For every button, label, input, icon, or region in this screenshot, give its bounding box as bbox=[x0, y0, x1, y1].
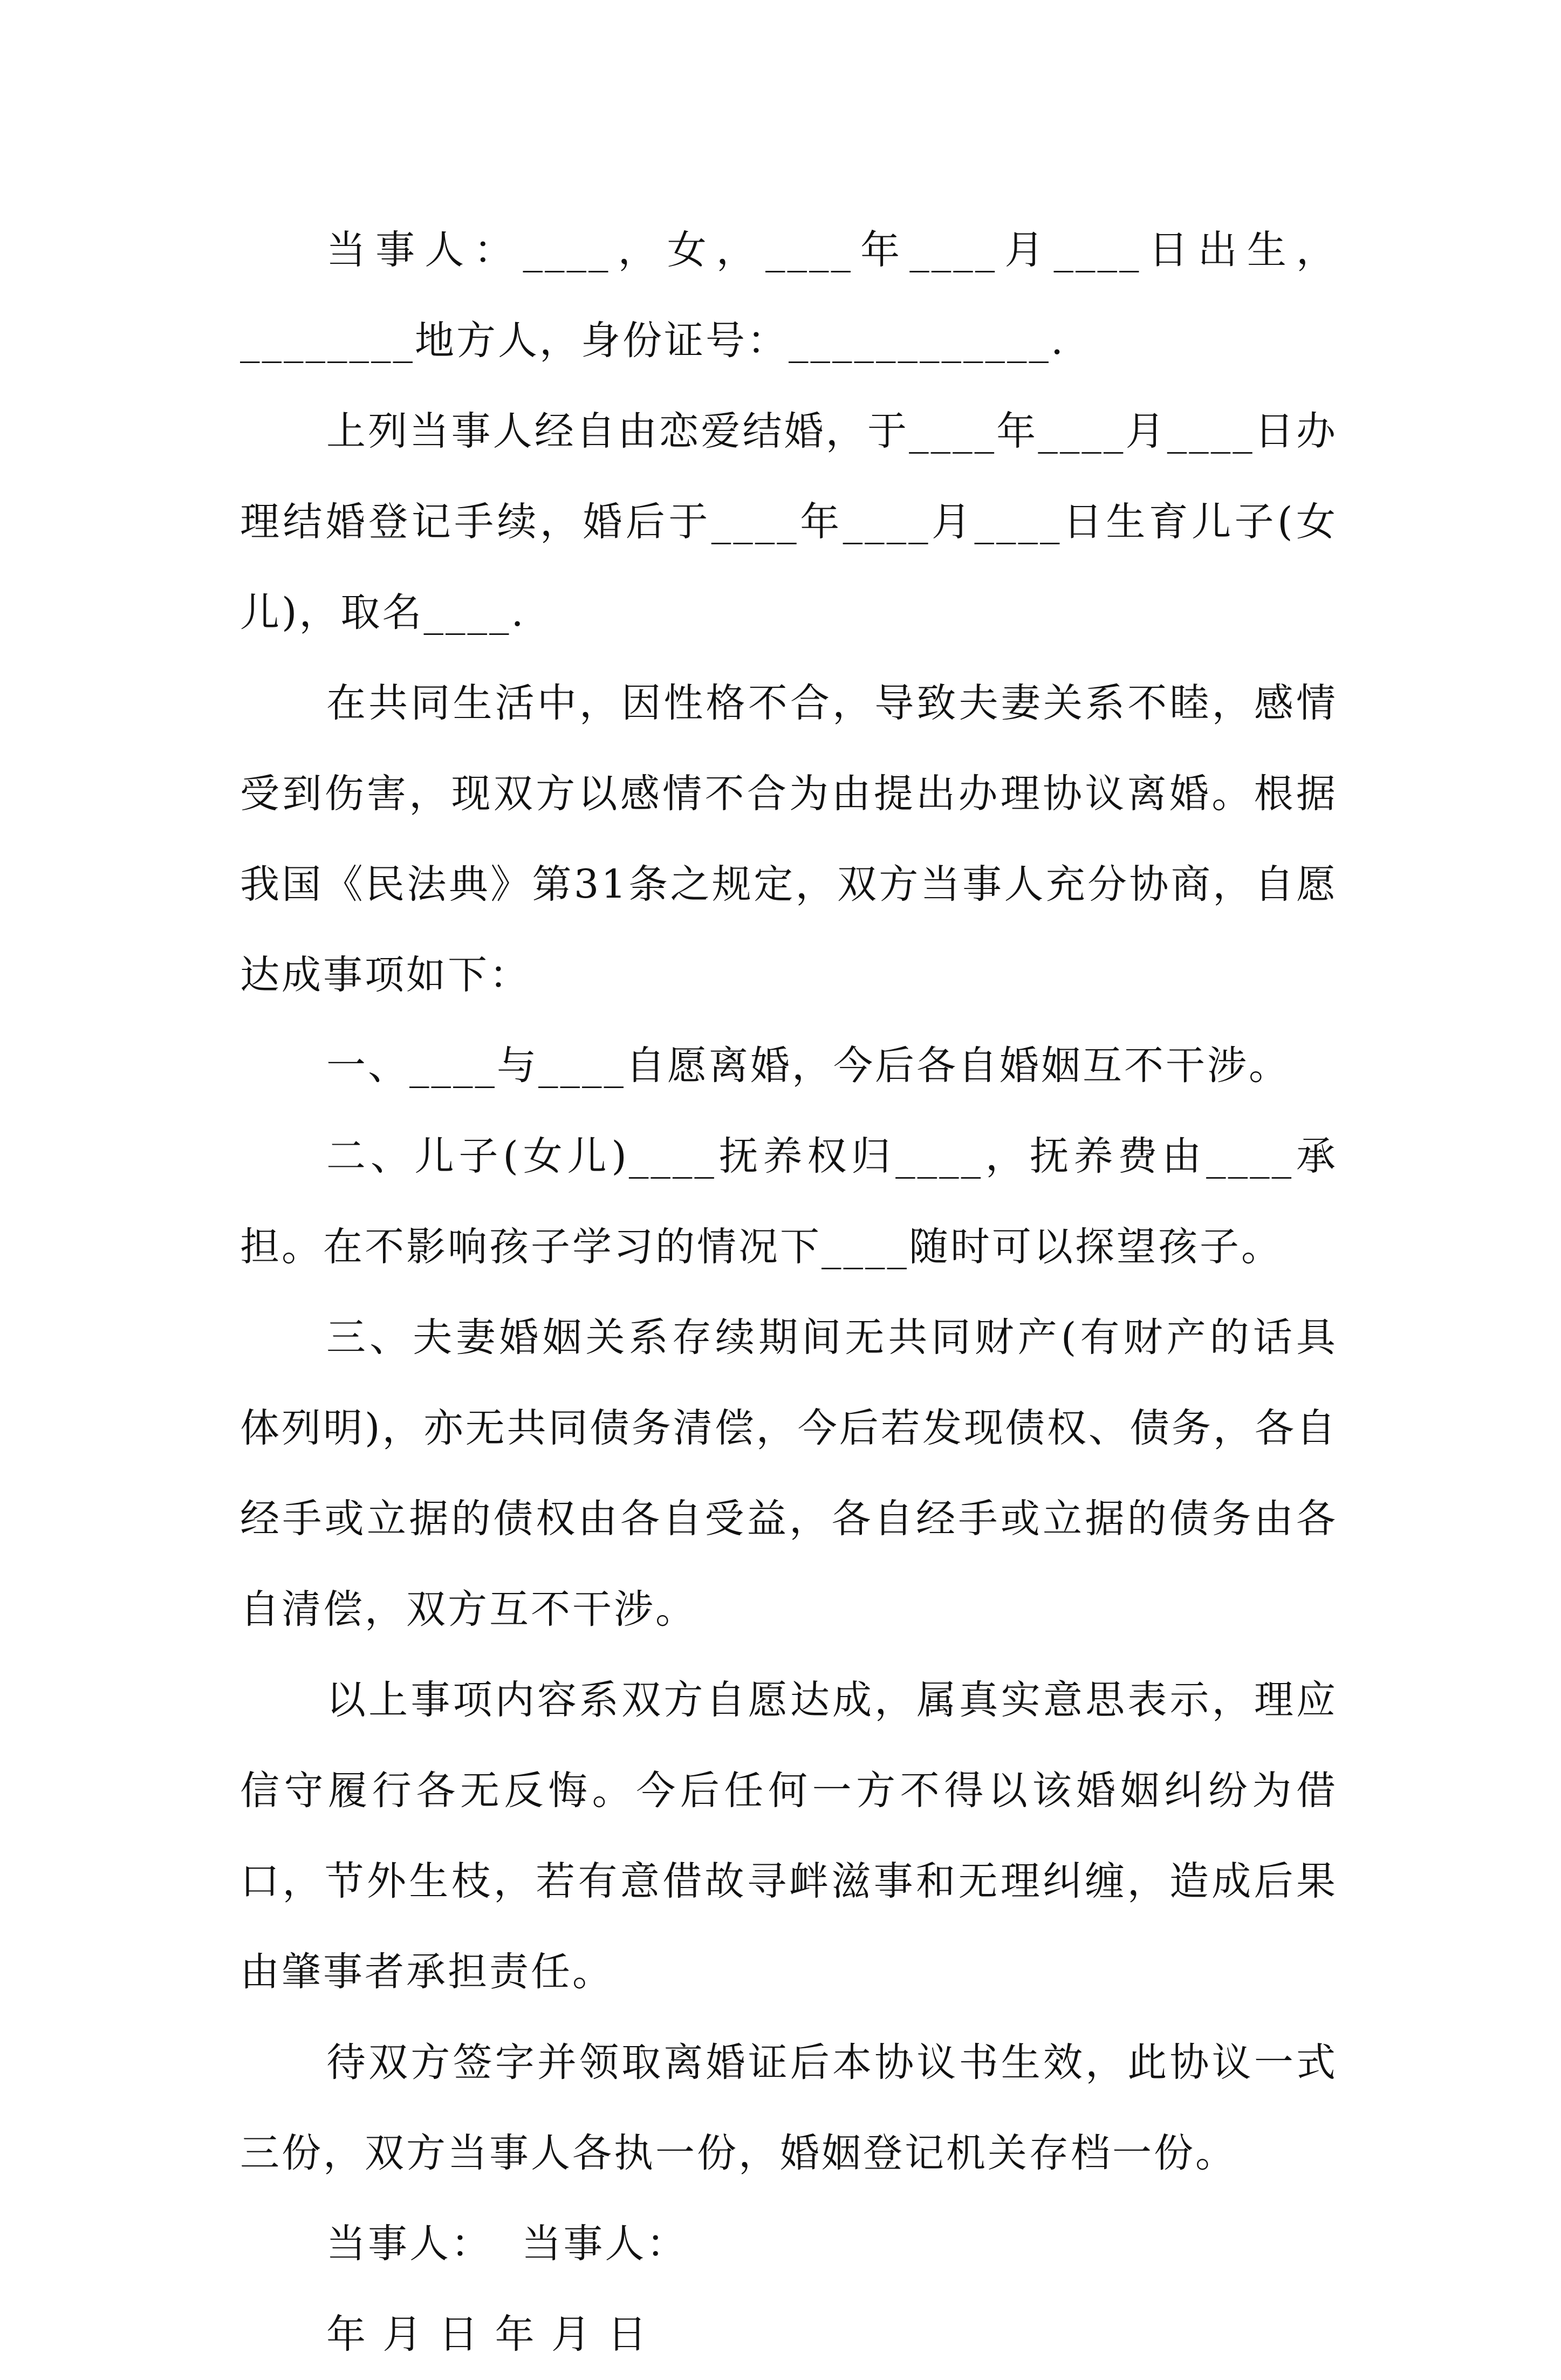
clause-3: 三、夫妻婚姻关系存续期间无共同财产(有财产的话具体列明)，亦无共同债务清偿，今后若发现债权、债务，各自经手或立据的债权由各自受益，各自经手或立据的债务由各自清偿，双方互不干涉。 bbox=[240, 1315, 1338, 1632]
date-line: 年 月 日 年 月 日 bbox=[326, 2311, 649, 2357]
clause-2: 二、儿子(女儿)____抚养权归____，抚养费由____承担。在不影响孩子学习的情况下____随时可以探望孩子。 bbox=[240, 1133, 1338, 1270]
signature-line: 当事人： 当事人： bbox=[326, 2221, 688, 2267]
agreement-body bbox=[240, 205, 1338, 2380]
party-info-paragraph: 当事人：____，女，____年____月____日出生，________地方人，身份证号：____________. bbox=[240, 227, 1338, 364]
marriage-info-paragraph: 上列当事人经自由恋爱结婚，于____年____月____日办理结婚登记手续，婚后于____年____月____日生育儿子(女儿)，取名____. bbox=[240, 408, 1338, 635]
divorce-reason-paragraph: 在共同生活中，因性格不合，导致夫妻关系不睦，感情受到伤害，现双方以感情不合为由提出办理协议离婚。根据我国《民法典》第31条之规定，双方当事人充分协商，自愿达成事项如下： bbox=[240, 680, 1338, 998]
effectiveness-paragraph: 待双方签字并领取离婚证后本协议书生效，此协议一式三份，双方当事人各执一份，婚姻登记机关存档一份。 bbox=[240, 2040, 1338, 2176]
clause-1: 一、____与____自愿离婚，今后各自婚姻互不干涉。 bbox=[326, 1043, 1290, 1089]
commitment-paragraph: 以上事项内容系双方自愿达成，属真实意思表示，理应信守履行各无反悔。今后任何一方不得以该婚姻纠纷为借口，节外生枝，若有意借故寻衅滋事和无理纠缠，造成后果由肇事者承担责任。 bbox=[240, 1677, 1338, 1995]
